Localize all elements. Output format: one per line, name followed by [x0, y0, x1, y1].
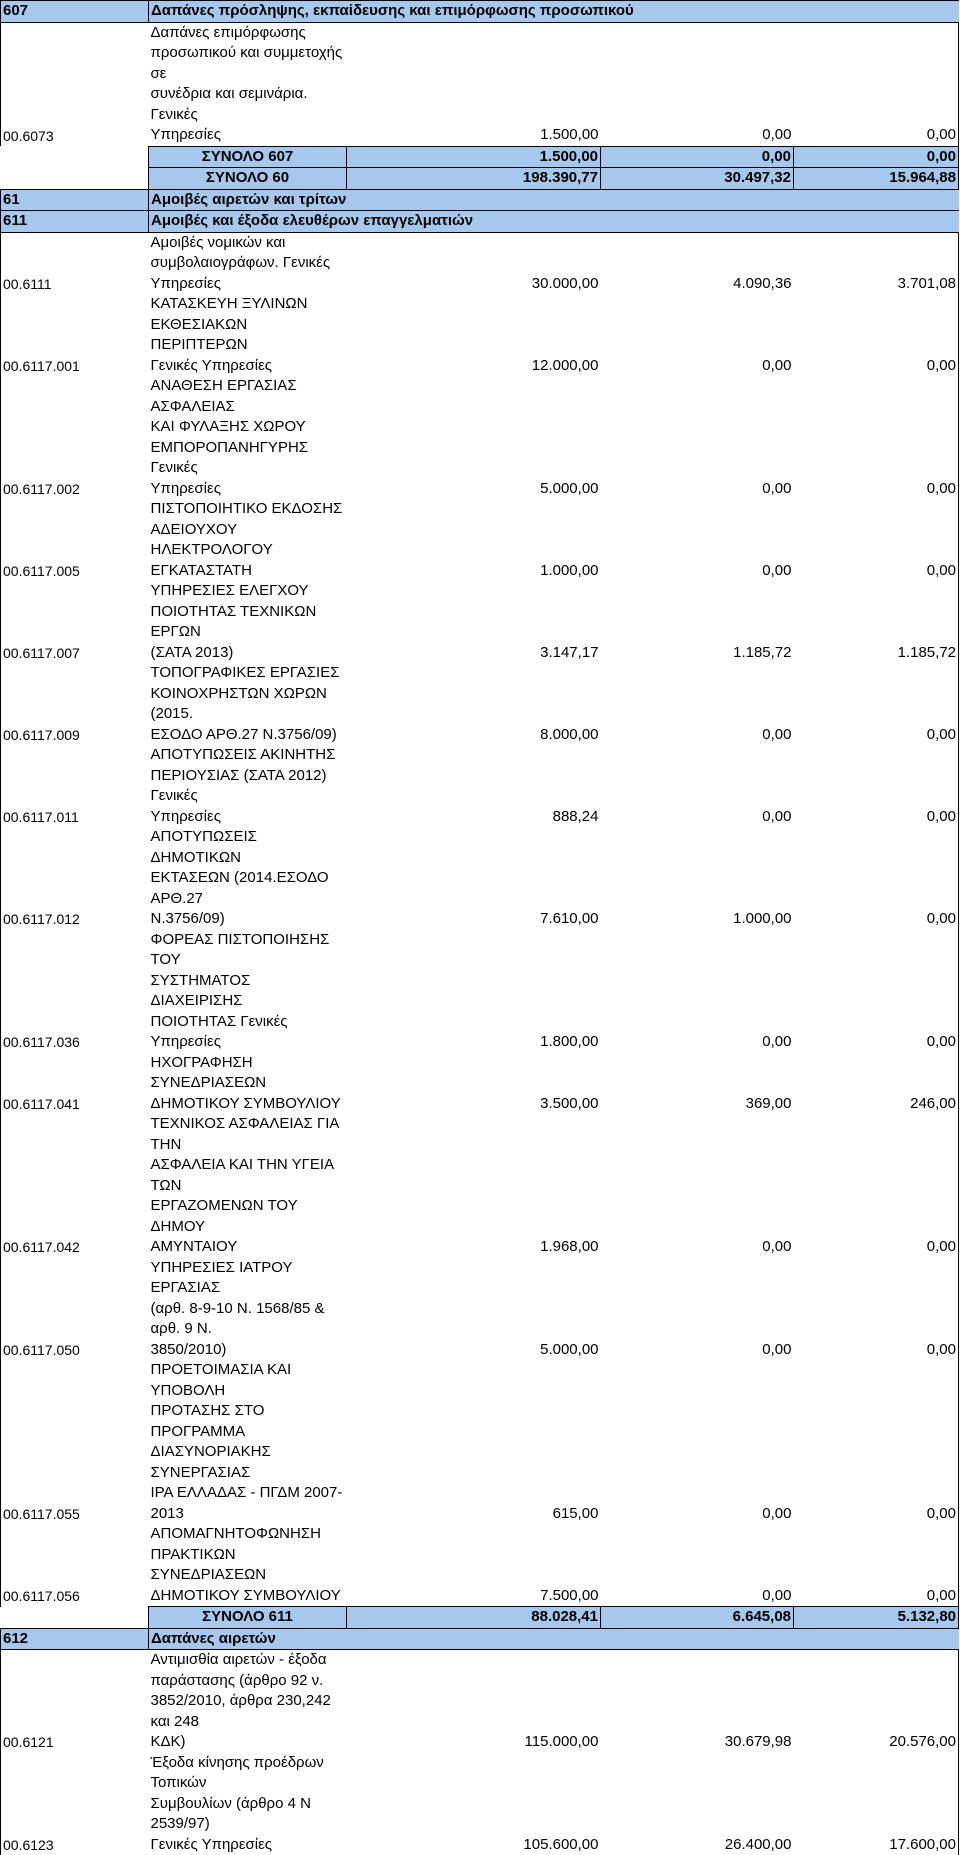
total-row: [1, 168, 959, 190]
account-code: 00.6117.012: [1, 827, 149, 930]
total-value-committed: 0,00: [601, 146, 794, 168]
value-paid: 20.576,00: [794, 1650, 959, 1753]
value-committed: 0,00: [601, 930, 794, 1053]
section-title: Αμοιβές αιρετών και τρίτων: [149, 189, 959, 211]
account-code: 00.6117.042: [1, 1114, 149, 1258]
total-value-paid: 15.964,88: [794, 168, 959, 190]
account-code: 00.6117.005: [1, 499, 149, 581]
value-paid: 0,00: [794, 1524, 959, 1607]
value-paid: 0,00: [794, 663, 959, 745]
total-value-paid: 5.132,80: [794, 1607, 959, 1629]
value-committed: 30.679,98: [601, 1650, 794, 1753]
account-description: Δαπάνες επιμόρφωσης προσωπικού και συμμετοχής σε συνέδρια και σεμινάρια. Γενικές Υπηρεσίες: [149, 22, 347, 146]
value-committed: 1.185,72: [601, 581, 794, 663]
account-description: ΠΙΣΤΟΠΟΙΗΤΙΚΟ ΕΚΔΟΣΗΣ ΑΔΕΙΟΥΧΟΥ ΗΛΕΚΤΡΟΛΟΓΟΥ ΕΓΚΑΤΑΣΤΑΤΗ: [149, 499, 347, 581]
value-budget: 1.968,00: [347, 1114, 601, 1258]
value-committed: 0,00: [601, 1360, 794, 1524]
total-value-budget: 198.390,77: [347, 168, 601, 190]
table-row: [1, 232, 959, 294]
total-value-budget: 88.028,41: [347, 1607, 601, 1629]
section-code: 612: [1, 1628, 149, 1650]
table-row: [1, 294, 959, 376]
total-row: [1, 1607, 959, 1629]
account-code: 00.6117.007: [1, 581, 149, 663]
value-budget: 1.500,00: [347, 22, 601, 146]
account-description: ΥΠΗΡΕΣΙΕΣ ΕΛΕΓΧΟΥ ΠΟΙΟΤΗΤΑΣ ΤΕΧΝΙΚΩΝ ΕΡΓΩΝ (ΣΑΤΑ 2013): [149, 581, 347, 663]
account-code: 00.6117.002: [1, 376, 149, 499]
account-code: 00.6117.011: [1, 745, 149, 827]
account-description: ΗΧΟΓΡΑΦΗΣΗ ΣΥΝΕΔΡΙΑΣΕΩΝ ΔΗΜΟΤΙΚΟΥ ΣΥΜΒΟΥΛΙΟΥ: [149, 1053, 347, 1115]
account-description: ΠΡΟΕΤΟΙΜΑΣΙΑ ΚΑΙ ΥΠΟΒΟΛΗ ΠΡΟΤΑΣΗΣ ΣΤΟ ΠΡΟΓΡΑΜΜΑ ΔΙΑΣΥΝΟΡΙΑΚΗΣ ΣΥΝΕΡΓΑΣΙΑΣ ΙΡΑ ΕΛΛΑΔΑΣ - ΠΓΔΜ 2007-2013: [149, 1360, 347, 1524]
value-budget: 30.000,00: [347, 232, 601, 294]
value-committed: 0,00: [601, 745, 794, 827]
value-paid: 0,00: [794, 22, 959, 146]
table-row: [1, 1114, 959, 1258]
account-description: ΤΟΠΟΓΡΑΦΙΚΕΣ ΕΡΓΑΣΙΕΣ ΚΟΙΝΟΧΡΗΣΤΩΝ ΧΩΡΩΝ (2015. ΕΣΟΔΟ ΑΡΘ.27 Ν.3756/09): [149, 663, 347, 745]
account-code: 00.6117.056: [1, 1524, 149, 1607]
value-paid: 0,00: [794, 827, 959, 930]
total-value-budget: 1.500,00: [347, 146, 601, 168]
table-row: [1, 930, 959, 1053]
value-paid: 0,00: [794, 1258, 959, 1361]
value-paid: 0,00: [794, 499, 959, 581]
account-code: 00.6123: [1, 1753, 149, 1855]
account-code: 00.6117.050: [1, 1258, 149, 1361]
total-value-committed: 6.645,08: [601, 1607, 794, 1629]
value-committed: 1.000,00: [601, 827, 794, 930]
value-paid: 0,00: [794, 930, 959, 1053]
value-committed: 369,00: [601, 1053, 794, 1115]
account-description: ΥΠΗΡΕΣΙΕΣ ΙΑΤΡΟΥ ΕΡΓΑΣΙΑΣ (αρθ. 8-9-10 Ν. 1568/85 & αρθ. 9 Ν. 3850/2010): [149, 1258, 347, 1361]
value-budget: 7.500,00: [347, 1524, 601, 1607]
table-row: [1, 22, 959, 146]
total-value-committed: 30.497,32: [601, 168, 794, 190]
value-budget: 7.610,00: [347, 827, 601, 930]
table-row: [1, 1650, 959, 1753]
value-committed: 0,00: [601, 22, 794, 146]
table-row: [1, 1258, 959, 1361]
value-budget: 3.147,17: [347, 581, 601, 663]
value-budget: 105.600,00: [347, 1753, 601, 1855]
value-paid: 17.600,00: [794, 1753, 959, 1855]
value-budget: 1.800,00: [347, 930, 601, 1053]
account-code: 00.6121: [1, 1650, 149, 1753]
account-description: ΚΑΤΑΣΚΕΥΗ ΞΥΛΙΝΩΝ ΕΚΘΕΣΙΑΚΩΝ ΠΕΡΙΠΤΕΡΩΝ Γενικές Υπηρεσίες: [149, 294, 347, 376]
table-row: [1, 1053, 959, 1115]
value-paid: 0,00: [794, 1360, 959, 1524]
section-title: Αμοιβές και έξοδα ελευθέρων επαγγελματιών: [149, 211, 959, 233]
table-row: [1, 663, 959, 745]
value-paid: 3.701,08: [794, 232, 959, 294]
account-code: 00.6117.001: [1, 294, 149, 376]
value-budget: 8.000,00: [347, 663, 601, 745]
account-code: 00.6117.055: [1, 1360, 149, 1524]
section-header-row: [1, 1628, 959, 1650]
account-description: Έξοδα κίνησης προέδρων Τοπικών Συμβουλίων (άρθρο 4 Ν 2539/97) Γενικές Υπηρεσίες: [149, 1753, 347, 1855]
value-budget: 888,24: [347, 745, 601, 827]
section-title: Δαπάνες πρόσληψης, εκπαίδευσης και επιμόρφωσης προσωπικού: [149, 1, 959, 23]
account-code: 00.6111: [1, 232, 149, 294]
value-committed: 0,00: [601, 499, 794, 581]
value-budget: 5.000,00: [347, 376, 601, 499]
total-label: ΣΥΝΟΛΟ 607: [149, 146, 347, 168]
value-budget: 115.000,00: [347, 1650, 601, 1753]
value-paid: 0,00: [794, 745, 959, 827]
section-header-row: [1, 189, 959, 211]
table-row: [1, 827, 959, 930]
account-description: ΑΠΟΤΥΠΩΣΕΙΣ ΑΚΙΝΗΤΗΣ ΠΕΡΙΟΥΣΙΑΣ (ΣΑΤΑ 2012) Γενικές Υπηρεσίες: [149, 745, 347, 827]
value-budget: 615,00: [347, 1360, 601, 1524]
value-paid: 246,00: [794, 1053, 959, 1115]
section-code: 607: [1, 1, 149, 23]
account-description: ΑΠΟΜΑΓΝΗΤΟΦΩΝΗΣΗ ΠΡΑΚΤΙΚΩΝ ΣΥΝΕΔΡΙΑΣΕΩΝ ΔΗΜΟΤΙΚΟΥ ΣΥΜΒΟΥΛΙΟΥ: [149, 1524, 347, 1607]
budget-table-body: [1, 1, 959, 1855]
value-paid: 1.185,72: [794, 581, 959, 663]
value-committed: 0,00: [601, 376, 794, 499]
account-description: ΑΝΑΘΕΣΗ ΕΡΓΑΣΙΑΣ ΑΣΦΑΛΕΙΑΣ ΚΑΙ ΦΥΛΑΞΗΣ ΧΩΡΟΥ ΕΜΠΟΡΟΠΑΝΗΓΥΡΗΣ Γενικές Υπηρεσίες: [149, 376, 347, 499]
value-committed: 0,00: [601, 1258, 794, 1361]
value-committed: 0,00: [601, 663, 794, 745]
value-committed: 0,00: [601, 294, 794, 376]
table-row: [1, 581, 959, 663]
table-row: [1, 1360, 959, 1524]
account-code: 00.6073: [1, 22, 149, 146]
total-value-paid: 0,00: [794, 146, 959, 168]
value-budget: 12.000,00: [347, 294, 601, 376]
table-row: [1, 745, 959, 827]
section-code: 611: [1, 211, 149, 233]
account-description: Αμοιβές νομικών και συμβολαιογράφων. Γενικές Υπηρεσίες: [149, 232, 347, 294]
value-committed: 0,00: [601, 1524, 794, 1607]
section-header-row: [1, 1, 959, 23]
account-code: 00.6117.041: [1, 1053, 149, 1115]
value-committed: 0,00: [601, 1114, 794, 1258]
value-committed: 26.400,00: [601, 1753, 794, 1855]
section-header-row: [1, 211, 959, 233]
value-budget: 5.000,00: [347, 1258, 601, 1361]
total-label: ΣΥΝΟΛΟ 611: [149, 1607, 347, 1629]
value-paid: 0,00: [794, 294, 959, 376]
value-paid: 0,00: [794, 376, 959, 499]
account-code: 00.6117.036: [1, 930, 149, 1053]
value-committed: 4.090,36: [601, 232, 794, 294]
value-budget: 1.000,00: [347, 499, 601, 581]
table-row: [1, 376, 959, 499]
total-row: [1, 146, 959, 168]
account-description: ΑΠΟΤΥΠΩΣΕΙΣ ΔΗΜΟΤΙΚΩΝ ΕΚΤΑΣΕΩΝ (2014.ΕΣΟΔΟ ΑΡΘ.27 Ν.3756/09): [149, 827, 347, 930]
table-row: [1, 1524, 959, 1607]
value-budget: 3.500,00: [347, 1053, 601, 1115]
account-description: ΤΕΧΝΙΚΟΣ ΑΣΦΑΛΕΙΑΣ ΓΙΑ ΤΗΝ ΑΣΦΑΛΕΙΑ ΚΑΙ ΤΗΝ ΥΓΕΙΑ ΤΩΝ ΕΡΓΑΖΟΜΕΝΩΝ ΤΟΥ ΔΗΜΟΥ ΑΜΥΝΤΑΙΟΥ: [149, 1114, 347, 1258]
total-label: ΣΥΝΟΛΟ 60: [149, 168, 347, 190]
account-description: Αντιμισθία αιρετών - έξοδα παράστασης (άρθρο 92 ν. 3852/2010, άρθρα 230,242 και 248 ΚΔΚ): [149, 1650, 347, 1753]
table-row: [1, 1753, 959, 1855]
table-row: [1, 499, 959, 581]
value-paid: 0,00: [794, 1114, 959, 1258]
section-code: 61: [1, 189, 149, 211]
section-title: Δαπάνες αιρετών: [149, 1628, 959, 1650]
account-description: ΦΟΡΕΑΣ ΠΙΣΤΟΠΟΙΗΣΗΣ ΤΟΥ ΣΥΣΤΗΜΑΤΟΣ ΔΙΑΧΕΙΡΙΣΗΣ ΠΟΙΟΤΗΤΑΣ Γενικές Υπηρεσίες: [149, 930, 347, 1053]
account-code: 00.6117.009: [1, 663, 149, 745]
